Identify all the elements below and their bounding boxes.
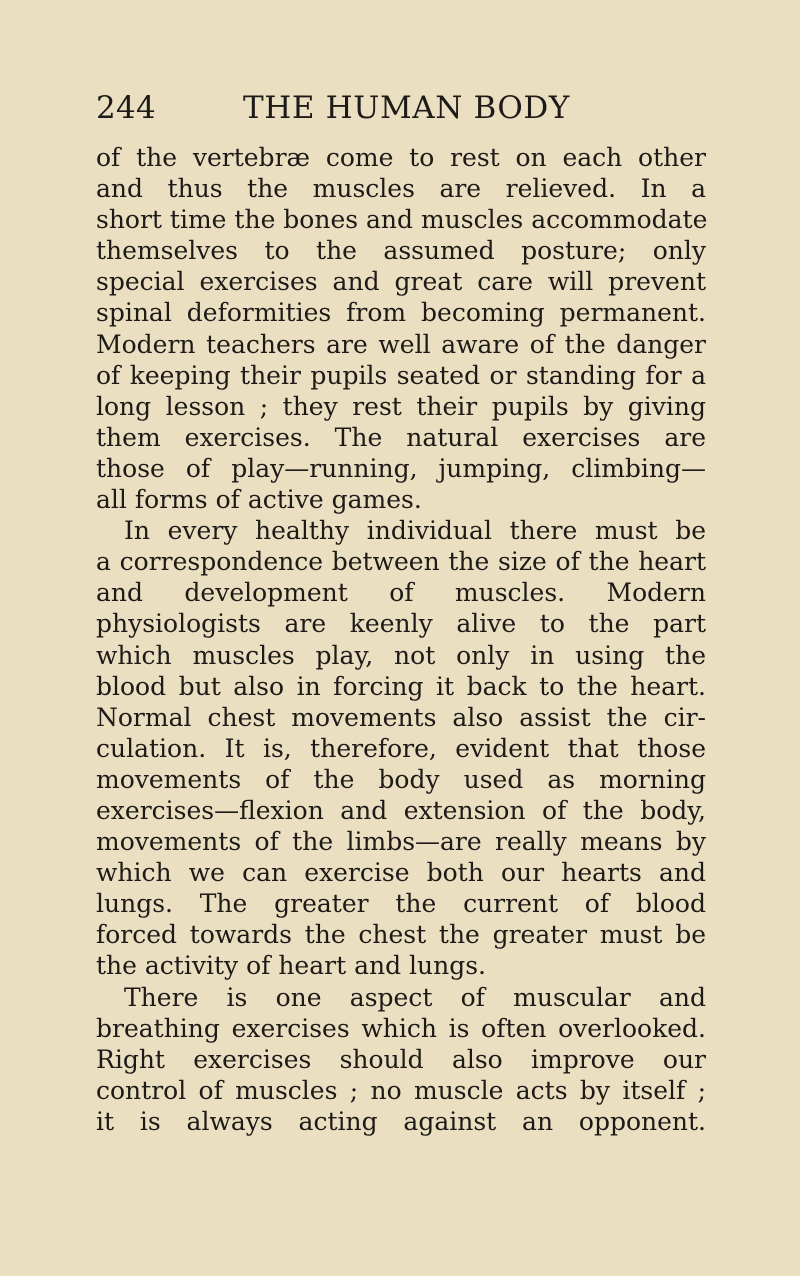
paragraph-last-line: the activity of heart and lungs. [96,951,487,981]
text-line: short time the bones and muscles accommodate [96,205,708,235]
page-number: 244 [96,90,157,126]
running-head [96,88,706,128]
text-line: Right exercises should also improve our [96,1044,706,1074]
text-line: exercises—flexion and extension of the body, [96,795,706,825]
text-line: special exercises and great care will prevent [96,267,706,297]
text-line: Modern teachers are well aware of the danger [96,329,706,359]
text-line: culation. It is, therefore, evident that those [96,733,706,763]
text-line: of the vertebræ come to rest on each other [96,143,706,172]
text-line: movements of the limbs—are really means by [96,827,706,857]
text-line: and thus the muscles are relieved. In a [96,174,706,204]
text-line: which we can exercise both our hearts and [96,858,706,888]
paragraph-first-line: There is one aspect of muscular and [124,982,706,1012]
text-line: spinal deformities from becoming permanent. [96,298,706,328]
text-line: long lesson ; they rest their pupils by giving [96,391,706,421]
paragraph-last-line: all forms of active games. [96,485,422,515]
text-line: and development of muscles. Modern [96,578,706,608]
paragraph-first-line: In every healthy individual there must be [124,516,706,546]
text-line: those of play—running, jumping, climbing— [96,453,706,483]
text-line: which muscles play, not only in using the [96,640,706,670]
text-line: blood but also in forcing it back to the heart. [96,671,706,701]
text-line: breathing exercises which is often overlooked. [96,1013,706,1043]
text-line: themselves to the assumed posture; only [96,236,706,266]
text-line: control of muscles ; no muscle acts by itself ; [96,1075,706,1105]
body-text [96,142,706,1137]
text-line: forced towards the chest the greater must be [96,920,706,950]
text-line: Normal chest movements also assist the cir- [96,702,706,732]
text-line: physiologists are keenly alive to the part [96,609,706,639]
text-line: lungs. The greater the current of blood [96,889,706,919]
text-line: movements of the body used as morning [96,764,706,794]
text-line: of keeping their pupils seated or standing for a [96,360,706,390]
text-line: it is always acting against an opponent. [96,1106,706,1136]
running-title: THE HUMAN BODY [243,90,570,126]
text-line: them exercises. The natural exercises are [96,422,706,452]
text-line: a correspondence between the size of the heart [96,547,706,577]
